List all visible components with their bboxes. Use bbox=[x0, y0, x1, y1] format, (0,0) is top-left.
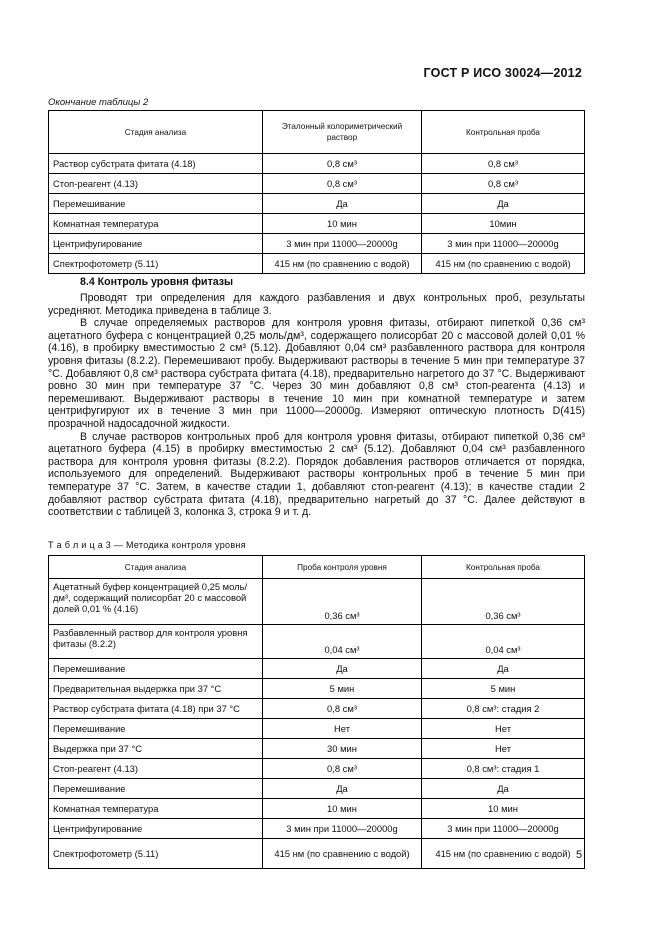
table-cell: Перемешивание bbox=[49, 779, 263, 799]
section-title: 8.4 Контроль уровня фитазы bbox=[80, 276, 234, 288]
table-cell: 3 мин при 11000—20000g bbox=[263, 234, 422, 254]
table-cell: Перемешивание bbox=[49, 659, 263, 679]
table-row bbox=[49, 194, 585, 214]
table-cell: 0,8 см³ bbox=[422, 174, 585, 194]
table-cell: 0,36 см³ bbox=[263, 579, 422, 625]
table-header-cell: Контрольная проба bbox=[422, 556, 585, 579]
table-cell: Предварительная выдержка при 37 °С bbox=[49, 679, 263, 699]
table-row bbox=[49, 739, 585, 759]
table-cell: Ацетатный буфер концентрацией 0,25 моль/дм³, содержащий полисорбат 20 с массовой долей 0,01 % (4.16) bbox=[49, 579, 263, 625]
table-cell: Раствор субстрата фитата (4.18) bbox=[49, 154, 263, 174]
table-cell: Стоп-реагент (4.13) bbox=[49, 174, 263, 194]
table-header-row bbox=[49, 556, 585, 579]
table-row bbox=[49, 819, 585, 839]
table3-caption: Т а б л и ц а 3 — Методика контроля уровня bbox=[48, 540, 246, 550]
table-cell: Спектрофотометр (5.11) bbox=[49, 254, 263, 274]
table-cell: 0,8 см³ bbox=[263, 174, 422, 194]
table-cell: Центрифугирование bbox=[49, 234, 263, 254]
table-cell: Да bbox=[263, 779, 422, 799]
table-row bbox=[49, 759, 585, 779]
table-cell: 10 мин bbox=[263, 214, 422, 234]
table-cell: 0,04 см³ bbox=[263, 625, 422, 659]
table-cell: Стоп-реагент (4.13) bbox=[49, 759, 263, 779]
table-cell: Комнатная температура bbox=[49, 214, 263, 234]
table-cell: 0,36 см³ bbox=[422, 579, 585, 625]
table-cell: 0,04 см³ bbox=[422, 625, 585, 659]
table-cell: Да bbox=[263, 659, 422, 679]
document-id: ГОСТ Р ИСО 30024—2012 bbox=[423, 66, 582, 80]
table-cell: Нет bbox=[263, 719, 422, 739]
table-cell: 10 мин bbox=[263, 799, 422, 819]
table-header-cell: Проба контроля уровня bbox=[263, 556, 422, 579]
table-row bbox=[49, 719, 585, 739]
table-cell: Спектрофотометр (5.11) bbox=[49, 839, 263, 869]
page-number: 5 bbox=[576, 849, 583, 861]
table-row bbox=[49, 679, 585, 699]
table-cell: Выдержка при 37 °С bbox=[49, 739, 263, 759]
table-row bbox=[49, 154, 585, 174]
table-row bbox=[49, 254, 585, 274]
table-row bbox=[49, 699, 585, 719]
table-cell: 5 мин bbox=[422, 679, 585, 699]
table-cell: Да bbox=[422, 779, 585, 799]
table-row bbox=[49, 579, 585, 625]
table-cell: 415 нм (по сравнению с водой) bbox=[422, 254, 585, 274]
paragraph: В случае растворов контрольных проб для контроля уровня фитазы, отбирают пипеткой 0,36 см³ ацетатного буфера (4.15) в пробирку вместимостью 2 см³ (5.12). Добавляют 0,04 см³ разбавленного раствора для контроля уровня фитазы (8.2.2). Порядок добавления растворов отличается от порядка, используемого для определений. Выдерживают растворы контрольных проб в течение 5 мин при температуре 37 °С. Затем, в качестве стадии 1, добавляют стоп-реагент (4.13); в качестве стадии 2 добавляют раствор субстрата фитата (4.18), предварительно нагретый до 37 °С. Далее действуют в соответствии с таблицей 3, колонка 3, строка 9 и т. д. bbox=[48, 430, 585, 519]
table-header-cell: Стадия анализа bbox=[49, 556, 263, 579]
table-row bbox=[49, 799, 585, 819]
table-header-cell: Эталонный колориметрический раствор bbox=[263, 111, 422, 154]
table-cell: Перемешивание bbox=[49, 719, 263, 739]
table-cell: 0,8 см³ bbox=[263, 759, 422, 779]
table-row bbox=[49, 839, 585, 869]
table-cell: 10мин bbox=[422, 214, 585, 234]
table-cell: 0,8 см³: стадия 1 bbox=[422, 759, 585, 779]
table-header-cell: Контрольная проба bbox=[422, 111, 585, 154]
table-cell: Нет bbox=[422, 719, 585, 739]
table-cell: 5 мин bbox=[263, 679, 422, 699]
table-row bbox=[49, 174, 585, 194]
table-cell: Да bbox=[422, 194, 585, 214]
section-body bbox=[48, 292, 585, 519]
table-cell: Перемешивание bbox=[49, 194, 263, 214]
table-cell: 3 мин при 11000—20000g bbox=[263, 819, 422, 839]
table-row bbox=[49, 214, 585, 234]
table-cell: Центрифугирование bbox=[49, 819, 263, 839]
table-cell: Разбавленный раствор для контроля уровня фитазы (8.2.2) bbox=[49, 625, 263, 659]
table-3 bbox=[48, 555, 585, 869]
table-cell: 10 мин bbox=[422, 799, 585, 819]
table-row bbox=[49, 659, 585, 679]
table-cell: Раствор субстрата фитата (4.18) при 37 °С bbox=[49, 699, 263, 719]
table-row bbox=[49, 779, 585, 799]
table-cell: 0,8 см³: стадия 2 bbox=[422, 699, 585, 719]
table-cell: 415 нм (по сравнению с водой) bbox=[263, 254, 422, 274]
table-cell: 0,8 см³ bbox=[263, 699, 422, 719]
table-header-row bbox=[49, 111, 585, 154]
table-row bbox=[49, 625, 585, 659]
table-cell: 0,8 см³ bbox=[422, 154, 585, 174]
table-cell: 30 мин bbox=[263, 739, 422, 759]
table-cell: 3 мин при 11000—20000g bbox=[422, 819, 585, 839]
table-row bbox=[49, 234, 585, 254]
table-cell: 415 нм (по сравнению с водой) bbox=[422, 839, 585, 869]
paragraph: В случае определяемых растворов для контроля уровня фитазы, отбирают пипеткой 0,36 см³ ацетатного буфера с концентрацией 0,25 моль/дм³, содержащего полисорбат 20 с массовой долей 0,01 % (4.16), в пробирку вместимостью 2 см³ (5.12). Добавляют 0,04 см³ разбавленного раствора для контроля уровня фитазы (8.2.2). Перемешивают пробу. Выдерживают растворы в течение 5 мин при температуре 37 °С. Добавляют 0,8 см³ раствора субстрата фитата (4.18), предварительно нагретого до 37 °С. Выдерживают ровно 30 мин при температуре 37 °С. Через 30 мин добавляют 0,8 см³ стоп-реагента (4.13) и перемешивают. Выдерживают растворы в течение 10 мин при комнатной температуре и затем центрифугируют их в течение 3 мин при 11000—20000g. Измеряют оптическую плотность D(415) прозрачной надосадочной жидкости. bbox=[48, 317, 585, 430]
table-cell: 415 нм (по сравнению с водой) bbox=[263, 839, 422, 869]
table-cell: Нет bbox=[422, 739, 585, 759]
table-cell: Да bbox=[422, 659, 585, 679]
paragraph: Проводят три определения для каждого разбавления и двух контрольных проб, результаты усредняют. Методика приведена в таблице 3. bbox=[48, 292, 585, 317]
table-header-cell: Стадия анализа bbox=[49, 111, 263, 154]
table-cell: 3 мин при 11000—20000g bbox=[422, 234, 585, 254]
table-2 bbox=[48, 110, 585, 274]
table-cell: Комнатная температура bbox=[49, 799, 263, 819]
table2-caption: Окончание таблицы 2 bbox=[48, 97, 149, 108]
table-cell: 0,8 см³ bbox=[263, 154, 422, 174]
table-cell: Да bbox=[263, 194, 422, 214]
